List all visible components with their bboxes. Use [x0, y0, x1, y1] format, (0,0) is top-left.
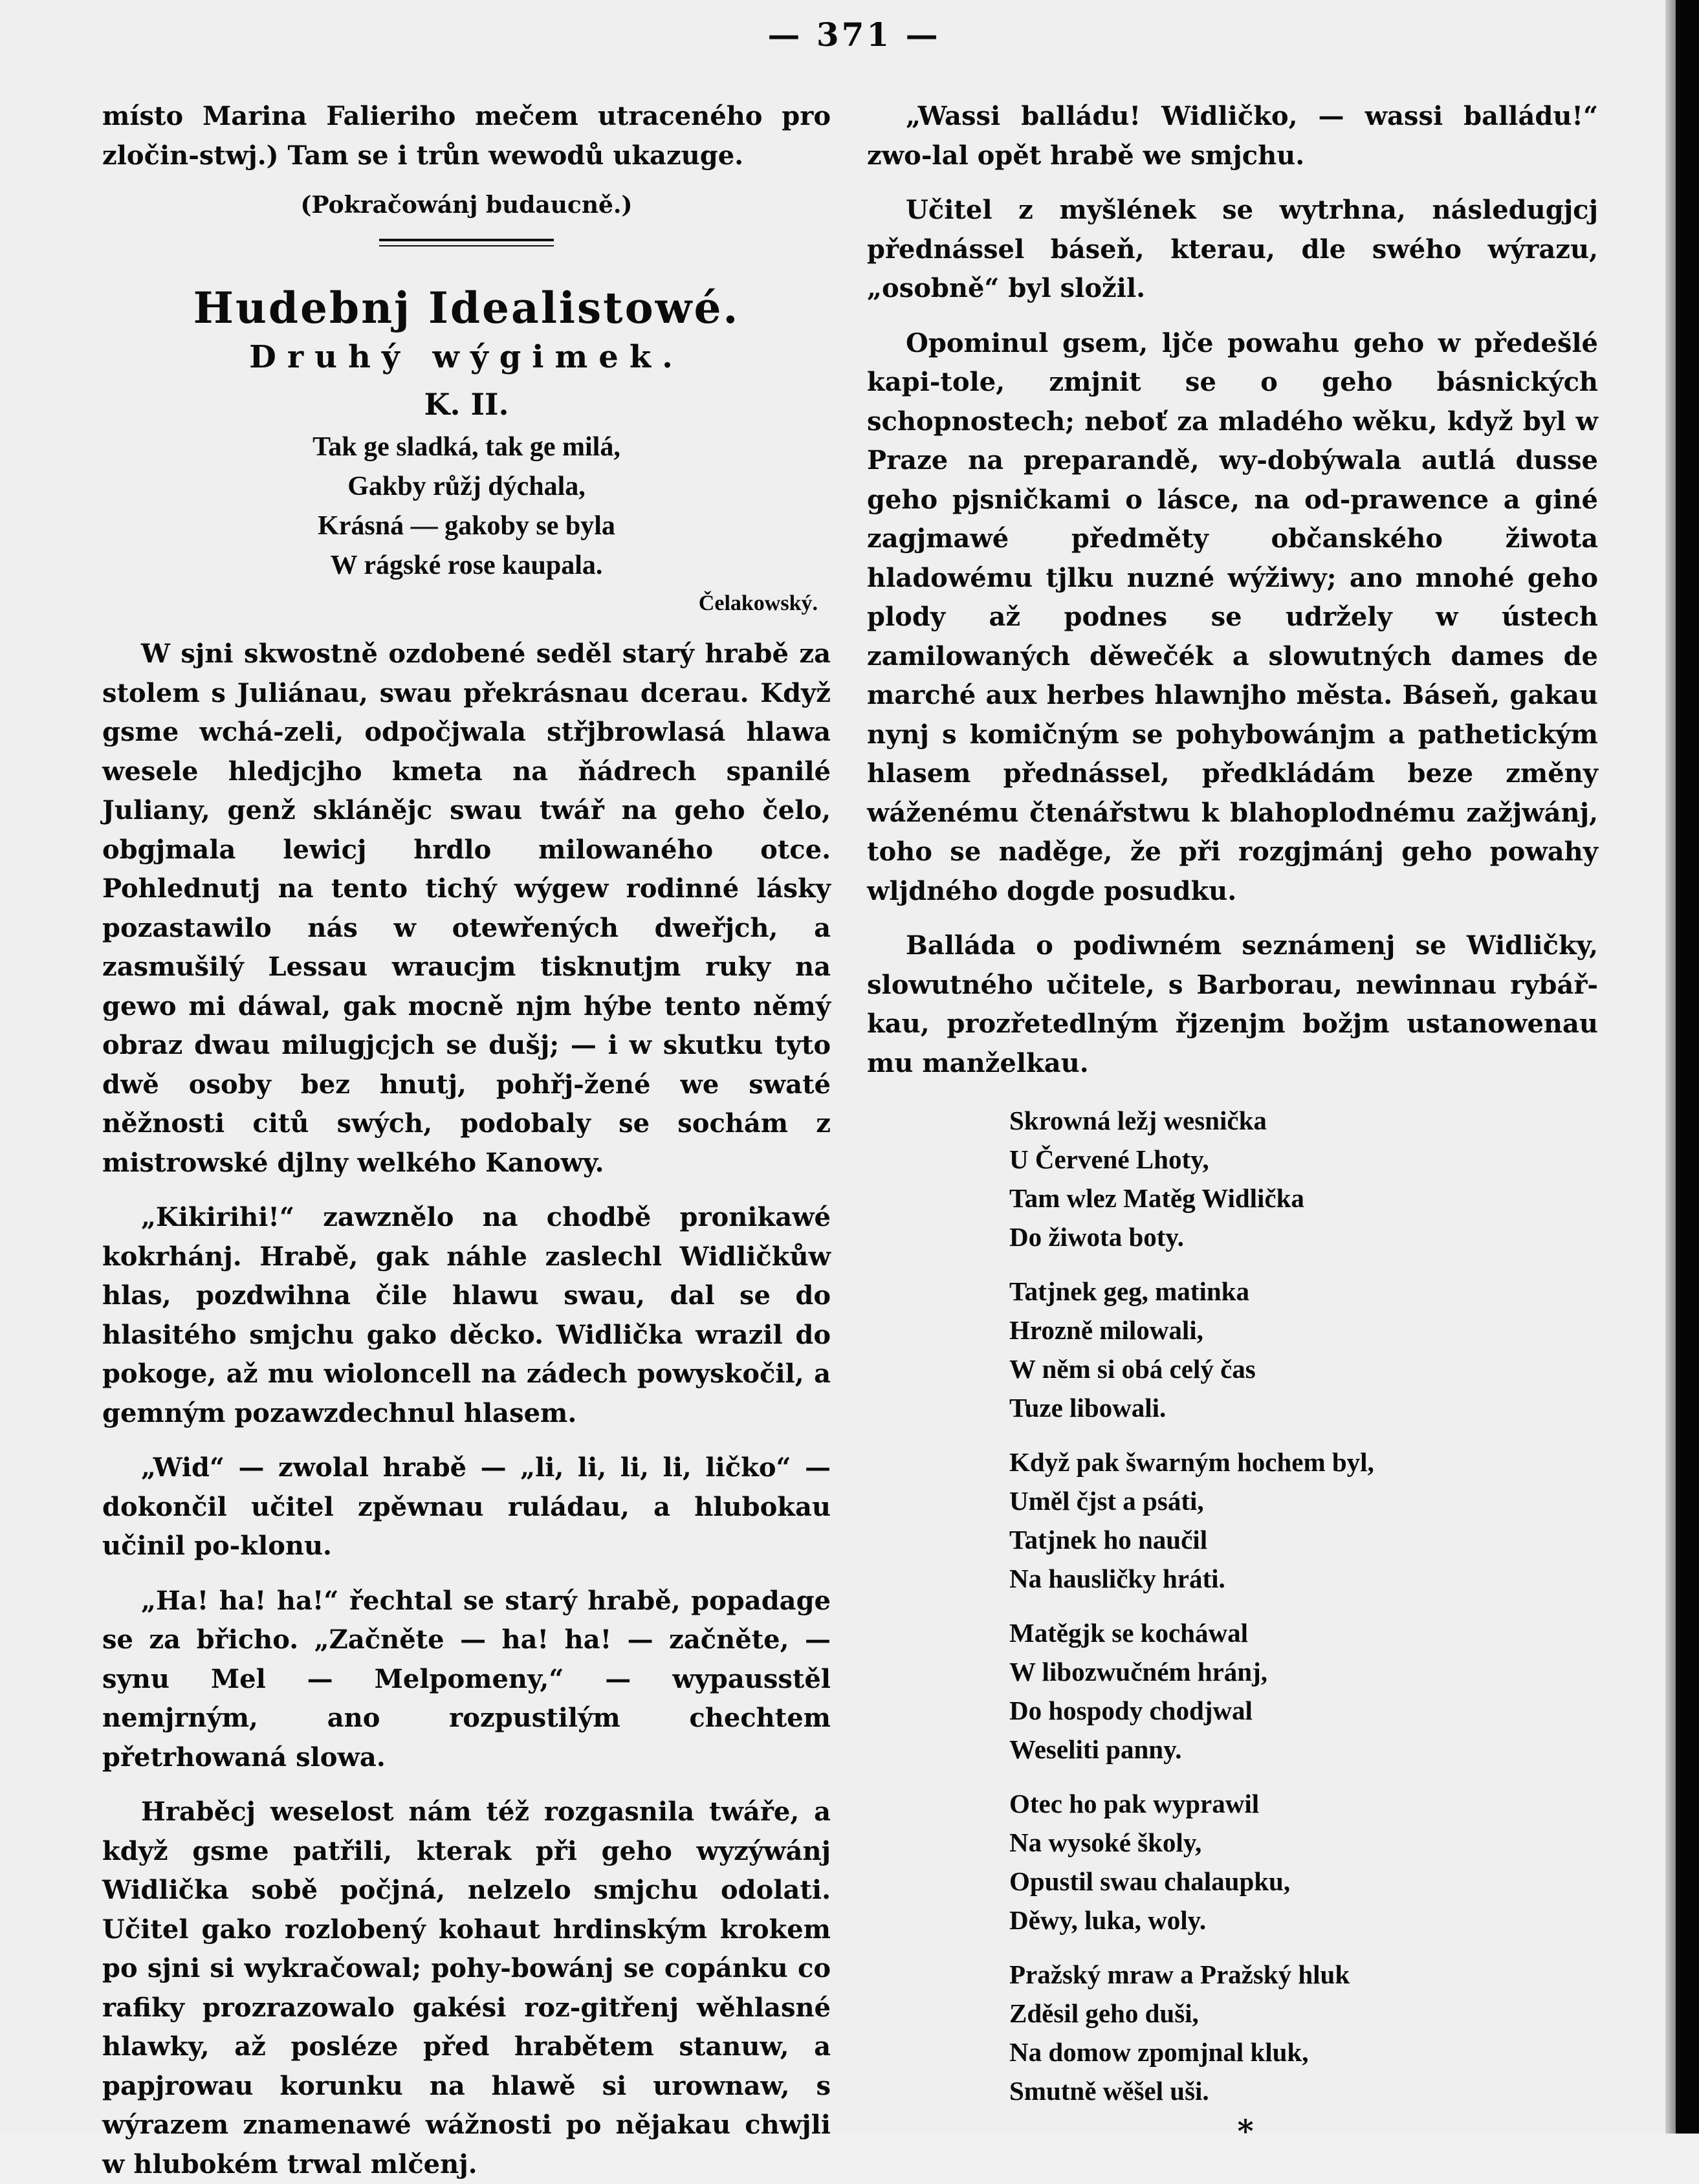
- body-paragraph: „Ha! ha! ha!“ řechtal se starý hrabě, popadage se za břicho. „Začněte — ha! ha! — začněte, — synu Mel — Melpomeny,“ — wypausstěl nemjrným, ano rozpustilým chechtem přetrhowaná slowa.: [102, 1585, 831, 1773]
- ballad-poem: [1009, 1101, 1598, 2110]
- poem-stanza: [1009, 1955, 1598, 2110]
- section-end-asterisk: *: [1237, 2113, 1254, 2150]
- body-paragraph: Hraběcj weselost nám též rozgasnila twáře, a když gsme patřili, kterak při geho wyzýwánj Widlička sobě počjná, nelzelo smjchu odolati. Učitel gako rozlobený kohaut hrdinským krokem po sjni si wykračowal; pohy-bowánj se copánku co rafiky prozrazowalo gakési roz-gitřenj wěhlasné hlawky, až posléze před hrabětem stanuw, a papjrowau korunku na hlawě si urownaw, s wýrazem znamenawé wážnosti po nějakau chwjli w hlubokém trwal mlčenj.: [102, 1796, 831, 2179]
- poem-line: Tatjnek ho naučil: [1009, 1525, 1208, 1555]
- poem-line: Do žiwota boty.: [1009, 1222, 1184, 1252]
- poem-stanza: [1009, 1101, 1598, 1256]
- section-divider: [379, 239, 554, 246]
- left-column: [102, 97, 831, 2184]
- body-paragraph: Učitel z myšlének se wytrhna, následugjcj přednássel báseň, kterau, dle swého wýrazu, „osobně“ byl složil.: [867, 195, 1598, 303]
- page-number: — 371 —: [767, 16, 941, 54]
- motto-author: Čelakowský.: [698, 591, 818, 615]
- poem-line: Na hausličky hráti.: [1009, 1564, 1225, 1593]
- poem-line: W libozwučném hránj,: [1009, 1657, 1268, 1687]
- poem-stanza: [1009, 1443, 1598, 1598]
- poem-line: Smutně wěšel uši.: [1009, 2076, 1209, 2106]
- poem-stanza: [1009, 1272, 1598, 1427]
- poem-stanza: [1009, 1613, 1598, 1769]
- body-paragraph: „Kikirihi!“ zawznělo na chodbě pronikawé kokrhánj. Hrabě, gak náhle zaslechl Widličkůw hlas, pozdwihna čile hlawu swau, dal se do hlasitého smjchu gako děcko. Widlička wrazil do pokoge, až mu wioloncell na zádech powyskočil, a gemným pozawzdechnul hlasem.: [102, 1202, 831, 1428]
- poem-line: Tatjnek geg, matinka: [1009, 1276, 1249, 1306]
- page-edge: [1676, 0, 1699, 2134]
- article-title: Hudebnj Idealistowé.: [193, 283, 740, 333]
- poem-line: Tuze libowali.: [1009, 1393, 1167, 1423]
- poem-line: Matěgjk se kocháwal: [1009, 1618, 1248, 1648]
- poem-line: Otec ho pak wyprawil: [1009, 1789, 1260, 1818]
- poem-line: Opustil swau chalaupku,: [1009, 1866, 1291, 1896]
- poem-line: U Červené Lhoty,: [1009, 1144, 1209, 1174]
- motto-line: W rágské rose kaupala.: [330, 551, 603, 580]
- paragraph-continuation: místo Marina Falieriho mečem utraceného pro zločin-stwj.) Tam se i trůn wewodů ukazuge.: [102, 101, 831, 171]
- chapter-heading: K. II.: [424, 387, 509, 422]
- poem-line: Do hospody chodjwal: [1009, 1696, 1253, 1725]
- poem-line: Když pak šwarným hochem byl,: [1009, 1447, 1374, 1477]
- article-subtitle: Druhý wýgimek.: [249, 339, 684, 375]
- poem-line: Děwy, luka, woly.: [1009, 1905, 1207, 1935]
- poem-line: Zděsil geho duši,: [1009, 1998, 1199, 2028]
- poem-line: Uměl čjst a psáti,: [1009, 1486, 1204, 1516]
- poem-line: Na wysoké školy,: [1009, 1828, 1202, 1857]
- body-paragraph: „Wid“ — zwolal hrabě — „li, li, li, li, ličko“ — dokončil učitel zpěwnau ruládau, a hlubokau učinil po-klonu.: [102, 1452, 831, 1561]
- motto-line: Krásná — gakoby se byla: [318, 511, 615, 541]
- poem-line: Skrowná ležj wesnička: [1009, 1106, 1267, 1135]
- poem-line: Na domow zpomjnal kluk,: [1009, 2037, 1309, 2067]
- poem-line: W něm si obá celý čas: [1009, 1354, 1256, 1384]
- body-paragraph: Opominul gsem, ljče powahu geho w předešlé kapi-tole, zmjnit se o geho básnických schopnostech; neboť za mladého wěku, když byl w Praze na preparandě, wy-dobýwala autlá dusse geho pjsničkami o lásce, na od-prawence a giné zagjmawé předměty občanského žiwota hladowému tjlku nuzné wýžiwy; ano mnohé geho plody až podnes se udržely w ústech zamilowaných děwečék a slowutných dames de marché aux herbes hlawnjho města. Báseň, gakau nynj s komičným se pohybowánjm a pathetickým hlasem přednássel, předkládám beze změny wáženému čtenářstwu k blahoplodnému zažjwánj, toho se naděge, že při rozgjmánj geho powahy wljdného dogde posudku.: [867, 327, 1598, 906]
- poem-line: Hrozně milowali,: [1009, 1315, 1203, 1345]
- motto-line: Tak ge sladká, tak ge milá,: [312, 432, 620, 462]
- right-column: [867, 97, 1598, 2148]
- poem-stanza: [1009, 1784, 1598, 1939]
- to-be-continued-note: (Pokračowánj budaucně.): [300, 191, 633, 219]
- poem-line: Weseliti panny.: [1009, 1734, 1182, 1764]
- body-paragraph: „Wassi balládu! Widličko, — wassi balládu!“ zwo-lal opět hrabě we smjchu.: [867, 101, 1598, 171]
- page-binding-shadow: [1665, 0, 1676, 2134]
- poem-line: Pražský mraw a Pražský hluk: [1009, 1960, 1350, 1989]
- poem-line: Tam wlez Matěg Widlička: [1009, 1183, 1304, 1213]
- body-paragraph: W sjni skwostně ozdobené seděl starý hrabě za stolem s Juliánau, swau překrásnau dcerau. Když gsme wchá-zeli, odpočjwala střjbrowlasá hlawa wesele hledjcjho kmeta na ňádrech spanilé Juliany, genž sklánějc swau twář na geho čelo, obgjmala lewicj hrdlo milowaného otce. Pohlednutj na tento tichý wýgew rodinné lásky pozastawilo nás w otewřených dweřjch, a zasmušilý Lessau wraucjm tisknutjm ruky na gewo mi dáwal, gak mocně njm hýbe tento němý obraz dwau milugjcjch se dušj; — i w skutku tyto dwě osoby bez hnutj, pohřj-žené we swaté něžnosti citů swých, podobaly se sochám z mistrowské djlny welkého Kanowy.: [102, 639, 831, 1178]
- motto-verse: [102, 428, 831, 585]
- body-paragraph: Balláda o podiwném seznámenj se Widličky, slowutného učitele, s Barborau, newinnau rybář-kau, prozřetedlným řjzenjm božjm ustanowenau mu manželkau.: [867, 930, 1598, 1078]
- motto-line: Gakby růžj dýchala,: [347, 472, 586, 501]
